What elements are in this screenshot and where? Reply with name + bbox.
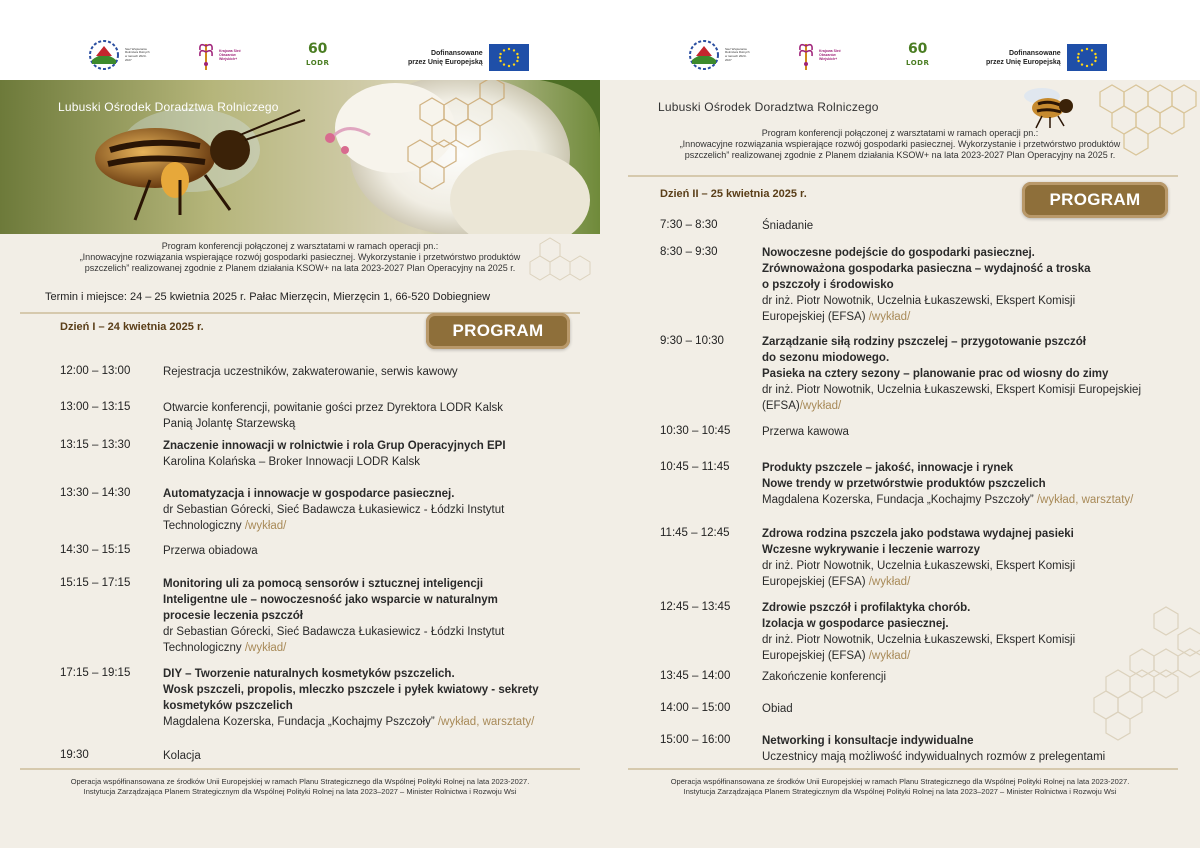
schedule-description	[762, 218, 813, 234]
lgd-logo-text: Krajowa Sieć Obszarów Wiejskich+	[219, 48, 241, 62]
line-text: Technologiczny	[163, 520, 245, 532]
session-title-line	[163, 666, 539, 682]
schedule-time: 17:15 – 19:15	[60, 667, 131, 679]
eu-text-line2: przez Unię Europejską	[408, 58, 483, 66]
schedule-description	[762, 526, 1075, 590]
session-type-tag: /wykład/	[244, 642, 287, 654]
session-detail-line	[762, 218, 813, 234]
lgd-logo-text: Krajowa Sieć Obszarów Wiejskich+	[819, 48, 841, 62]
line-text: Europejskiej (EFSA)	[762, 650, 869, 662]
line-text: Uczestnicy mają możliwość indywidualnych rozmów z prelegentami	[762, 751, 1106, 763]
logo-bar	[600, 0, 1200, 80]
line-text: Technologiczny	[163, 642, 245, 654]
schedule-time: 10:45 – 11:45	[660, 461, 730, 473]
session-detail-line	[163, 416, 503, 432]
intro-line2: „Innowacyjne rozwiązania wspierające rozwój gospodarki pasiecznej. Wykorzystanie i przetwórstwo produktów	[679, 139, 1121, 149]
session-detail-line	[762, 309, 1091, 325]
schedule-time: 15:15 – 17:15	[60, 577, 131, 589]
line-text: Zdrowa rodzina pszczela jako podstawa wydajnej pasieki	[762, 528, 1074, 540]
session-detail-line	[762, 749, 1105, 765]
line-text: kosmetyków pszczelich	[163, 700, 293, 712]
line-text: Panią Jolantę Starzewską	[163, 418, 296, 430]
line-text: Nowoczesne podejście do gospodarki pasiecznej.	[762, 247, 1035, 259]
lodr-logo	[906, 42, 929, 70]
schedule-time: 19:30	[60, 749, 89, 761]
line-text: Magdalena Kozerska, Fundacja „Kochajmy Pszczoły”	[163, 716, 438, 728]
session-type-tag: /wykład/	[799, 400, 842, 412]
eu-logo	[986, 44, 1107, 71]
session-title-line	[762, 350, 1141, 366]
session-detail-line	[762, 293, 1091, 309]
ksow-emblem-icon	[86, 38, 122, 72]
session-detail-line	[762, 424, 849, 440]
schedule-time: 12:00 – 13:00	[60, 365, 131, 377]
session-title-line	[762, 245, 1091, 261]
venue-text: Termin i miejsce: 24 – 25 kwietnia 2025 r. Pałac Mierzęcin, Mierzęcin 1, 66-520 Dobiegniew	[45, 291, 491, 303]
session-title-line	[762, 526, 1075, 542]
ear-of-grain-icon	[196, 38, 216, 72]
schedule-time: 13:45 – 14:00	[660, 670, 731, 682]
session-type-tag: /wykład/	[868, 650, 911, 662]
schedule-description	[762, 424, 849, 440]
session-type-tag: /wykład, warsztaty/	[437, 716, 535, 728]
line-text: Wczesne wykrywanie i leczenie warrozy	[762, 544, 980, 556]
session-title-line	[163, 608, 504, 624]
session-title-line	[762, 542, 1075, 558]
eu-text-line1: Dofinansowane	[1008, 49, 1061, 57]
intro-line1: Program konferencji połączonej z warsztatami w ramach operacji pn.:	[161, 241, 439, 251]
schedule-description	[163, 748, 201, 764]
session-title-line	[762, 733, 1105, 749]
schedule-description	[163, 400, 503, 432]
session-title-line	[163, 698, 539, 714]
schedule-description	[163, 438, 506, 470]
schedule-time: 10:30 – 10:45	[660, 425, 731, 437]
footer-line2: Instytucja Zarządzająca Planem Strategicznym dla Wspólnej Polityki Rolnej na lata 2023–2027 – Minister Rolnictwa i Rozwoju Wsi	[83, 787, 517, 796]
day2-heading: Dzień II – 25 kwietnia 2025 r.	[660, 188, 807, 200]
session-detail-line	[163, 640, 504, 656]
logo-bar	[0, 0, 600, 80]
schedule-time: 13:30 – 14:30	[60, 487, 131, 499]
eu-text-line1: Dofinansowane	[430, 49, 483, 57]
session-type-tag: /wykład/	[868, 576, 911, 588]
line-text: Magdalena Kozerska, Fundacja „Kochajmy Pszczoły”	[762, 494, 1037, 506]
line-text: Zarządzanie siłą rodziny pszczelej – przygotowanie pszczół	[762, 336, 1087, 348]
line-text: Europejskiej (EFSA)	[762, 576, 869, 588]
line-text: Networking i konsultacje indywidualne	[762, 735, 974, 747]
schedule-time: 13:15 – 13:30	[60, 439, 131, 451]
right-page	[600, 0, 1200, 848]
schedule-time: 7:30 – 8:30	[660, 219, 718, 231]
line-text: Monitoring uli za pomocą sensorów i sztucznej inteligencji	[163, 578, 484, 590]
session-title-line	[163, 682, 539, 698]
ksow-emblem-icon	[686, 38, 722, 72]
lgd-logo	[196, 38, 245, 72]
line-text: dr inż. Piotr Nowotnik, Uczelnia Łukaszewski, Ekspert Komisji Europejskiej	[762, 384, 1142, 396]
session-type-tag: /wykład/	[868, 311, 911, 323]
session-detail-line	[762, 574, 1075, 590]
line-text: dr Sebastian Górecki, Sieć Badawcza Łukasiewicz - Łódzki Instytut	[163, 504, 505, 516]
schedule-description	[163, 486, 504, 534]
line-text: Przerwa obiadowa	[163, 545, 258, 557]
session-detail-line	[762, 648, 1075, 664]
line-text: Otwarcie konferencji, powitanie gości przez Dyrektora LODR Kalsk	[163, 402, 504, 414]
session-detail-line	[163, 502, 504, 518]
footer-line1: Operacja współfinansowana ze środków Unii Europejskiej w ramach Planu Strategicznego dla Wspólnej Polityki Rolnej na lata 2023-2027.	[670, 777, 1130, 786]
eu-text-line2: przez Unię Europejską	[986, 58, 1061, 66]
line-text: do sezonu miodowego.	[762, 352, 890, 364]
schedule-time: 13:00 – 13:15	[60, 401, 131, 413]
schedule-description	[762, 701, 793, 717]
session-title-line	[163, 438, 506, 454]
session-detail-line	[163, 454, 506, 470]
intro-text	[20, 241, 580, 274]
hero-org-title: Lubuski Ośrodek Doradztwa Rolniczego	[58, 100, 279, 114]
session-type-tag: /wykład, warsztaty/	[1036, 494, 1134, 506]
footer-line1: Operacja współfinansowana ze środków Unii Europejskiej w ramach Planu Strategicznego dla Wspólnej Polityki Rolnej na lata 2023-2027.	[70, 777, 530, 786]
session-title-line	[762, 600, 1075, 616]
session-detail-line	[163, 624, 504, 640]
program-badge: PROGRAM	[1022, 182, 1168, 218]
footer-divider	[20, 768, 580, 770]
line-text: Zakończenie konferencji	[762, 671, 887, 683]
line-text: dr inż. Piotr Nowotnik, Uczelnia Łukaszewski, Ekspert Komisji	[762, 295, 1076, 307]
schedule-description	[762, 245, 1091, 325]
day1-heading: Dzień I – 24 kwietnia 2025 r.	[60, 321, 204, 333]
lodr-60-text: 60	[907, 41, 928, 57]
divider	[628, 175, 1178, 177]
org-title: Lubuski Ośrodek Doradztwa Rolniczego	[658, 100, 879, 114]
lodr-60-text: 60	[307, 41, 328, 57]
session-detail-line	[762, 382, 1141, 398]
session-detail-line	[163, 364, 458, 380]
schedule-time: 8:30 – 9:30	[660, 246, 718, 258]
schedule-description	[163, 543, 258, 559]
line-text: Inteligentne ule – nowoczesność jako wsparcie w naturalnym	[163, 594, 498, 606]
line-text: Śniadanie	[762, 220, 814, 232]
line-text: dr inż. Piotr Nowotnik, Uczelnia Łukaszewski, Ekspert Komisji	[762, 634, 1076, 646]
schedule-description	[762, 669, 886, 685]
schedule-time: 15:00 – 16:00	[660, 734, 731, 746]
line-text: (EFSA)	[762, 400, 800, 412]
session-detail-line	[163, 518, 504, 534]
session-detail-line	[762, 701, 793, 717]
intro-line2: „Innowacyjne rozwiązania wspierające rozwój gospodarki pasiecznej. Wykorzystanie i przetwórstwo produktów	[79, 252, 521, 262]
footer-line2: Instytucja Zarządzająca Planem Strategicznym dla Wspólnej Polityki Rolnej na lata 2023–2027 – Minister Rolnictwa i Rozwoju Wsi	[683, 787, 1117, 796]
line-text: procesie leczenia pszczół	[163, 610, 303, 622]
lodr-name-text: LODR	[306, 59, 330, 67]
session-title-line	[762, 277, 1091, 293]
lgd-logo	[796, 38, 845, 72]
session-detail-line	[762, 632, 1075, 648]
session-title-line	[762, 616, 1075, 632]
session-title-line	[762, 460, 1133, 476]
line-text: Karolina Kolańska – Broker Innowacji LODR Kalsk	[163, 456, 420, 468]
program-badge: PROGRAM	[426, 313, 570, 349]
schedule-description	[163, 666, 539, 730]
session-title-line	[762, 261, 1091, 277]
line-text: Zdrowie pszczół i profilaktyka chorób.	[762, 602, 971, 614]
session-detail-line	[163, 400, 503, 416]
line-text: Przerwa kawowa	[762, 426, 849, 438]
line-text: Automatyzacja i innowacje w gospodarce pasiecznej.	[163, 488, 455, 500]
session-detail-line	[762, 492, 1133, 508]
eu-flag-icon	[1067, 44, 1107, 71]
schedule-description	[762, 733, 1105, 765]
session-title-line	[163, 486, 504, 502]
line-text: Europejskiej (EFSA)	[762, 311, 869, 323]
ksow-logo-text: Sieć Wspierania Rolnictwa Rolnych w ramach 2023-2027	[125, 46, 150, 62]
session-detail-line	[762, 398, 1141, 414]
bee-icon	[1024, 88, 1073, 128]
line-text: Kolacja	[163, 750, 201, 762]
line-text: DIY – Tworzenie naturalnych kosmetyków pszczelich.	[163, 668, 455, 680]
session-title-line	[762, 366, 1141, 382]
schedule-time: 14:30 – 15:15	[60, 544, 131, 556]
schedule-time: 12:45 – 13:45	[660, 601, 731, 613]
session-detail-line	[762, 669, 886, 685]
session-detail-line	[163, 748, 201, 764]
line-text: Zrównoważona gospodarka pasieczna – wydajność a troska	[762, 263, 1091, 275]
session-title-line	[762, 334, 1141, 350]
eu-logo	[408, 44, 529, 71]
schedule-description	[163, 576, 504, 656]
ksow-logo	[86, 38, 151, 72]
session-detail-line	[163, 543, 258, 559]
line-text: dr Sebastian Górecki, Sieć Badawcza Łukasiewicz - Łódzki Instytut	[163, 626, 505, 638]
intro-line3: pszczelich” realizowanej zgodnie z Planem działania KSOW+ na lata 2023-2027 Plan Operacyjny na 2025 r.	[684, 150, 1116, 160]
lodr-logo	[306, 42, 329, 70]
line-text: o pszczoły i środowisko	[762, 279, 894, 291]
intro-line1: Program konferencji połączonej z warsztatami w ramach operacji pn.:	[761, 128, 1039, 138]
hero-image	[0, 80, 600, 234]
lodr-name-text: LODR	[906, 59, 930, 67]
session-type-tag: /wykład/	[244, 520, 287, 532]
schedule-time: 11:45 – 12:45	[660, 527, 730, 539]
intro-line3: pszczelich” realizowanej zgodnie z Planem działania KSOW+ na lata 2023-2027 Plan Operacyjny na 2025 r.	[84, 263, 516, 273]
line-text: Rejestracja uczestników, zakwaterowanie, serwis kawowy	[163, 366, 458, 378]
session-title-line	[762, 476, 1133, 492]
line-text: Wosk pszczeli, propolis, mleczko pszczele i pyłek kwiatowy - sekrety	[163, 684, 539, 696]
line-text: Produkty pszczele – jakość, innowacje i rynek	[762, 462, 1014, 474]
footer-text	[10, 777, 590, 797]
ear-of-grain-icon	[796, 38, 816, 72]
ksow-logo	[686, 38, 751, 72]
session-detail-line	[163, 714, 539, 730]
line-text: Znaczenie innowacji w rolnictwie i rola Grup Operacyjnych EPI	[163, 440, 506, 452]
session-detail-line	[762, 558, 1075, 574]
session-title-line	[163, 592, 504, 608]
schedule-description	[762, 334, 1141, 414]
schedule-description	[762, 600, 1075, 664]
footer-divider	[628, 768, 1178, 770]
footer-text	[610, 777, 1190, 797]
line-text: Pasieka na cztery sezony – planowanie prac od wiosny do zimy	[762, 368, 1109, 380]
schedule-time: 9:30 – 10:30	[660, 335, 724, 347]
line-text: Izolacja w gospodarce pasiecznej.	[762, 618, 949, 630]
line-text: dr inż. Piotr Nowotnik, Uczelnia Łukaszewski, Ekspert Komisji	[762, 560, 1076, 572]
eu-flag-icon	[489, 44, 529, 71]
line-text: Nowe trendy w przetwórstwie produktów pszczelich	[762, 478, 1046, 490]
session-title-line	[163, 576, 504, 592]
schedule-description	[762, 460, 1133, 508]
line-text: Obiad	[762, 703, 793, 715]
ksow-logo-text: Sieć Wspierania Rolnictwa Rolnych w ramach 2023-2027	[725, 46, 750, 62]
intro-text	[620, 128, 1180, 161]
schedule-description	[163, 364, 458, 380]
schedule-time: 14:00 – 15:00	[660, 702, 731, 714]
honeycomb-decoration-icon	[1090, 600, 1200, 750]
